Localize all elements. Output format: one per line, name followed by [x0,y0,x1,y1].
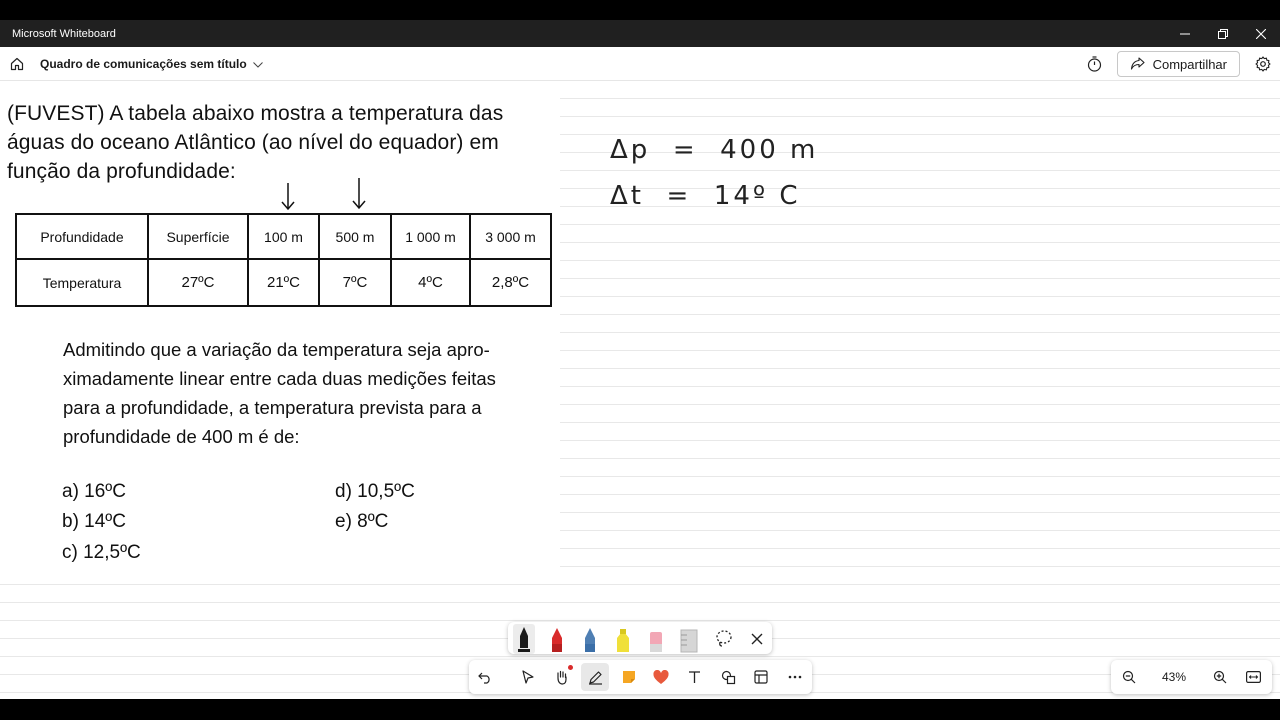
table-cell: Superfície [148,214,248,259]
shapes-icon [721,670,736,685]
window-titlebar [0,20,1280,47]
template-icon [754,670,768,684]
sticky-note-icon [621,669,637,685]
header-actions [1081,47,1280,81]
option-d: d) 10,5ºC [335,481,415,502]
app-title: Microsoft Whiteboard [12,27,116,40]
shapes-button[interactable] [714,663,742,691]
heart-icon [653,670,669,685]
gear-icon [1255,56,1271,72]
table-cell: Temperatura [16,259,148,306]
text-button[interactable] [680,663,708,691]
top-black-bar [0,0,1280,20]
restore-icon [1218,29,1228,39]
pasted-question-image[interactable] [0,91,560,580]
chevron-down-icon[interactable] [253,55,263,73]
black-pen-icon[interactable] [510,624,538,654]
home-button[interactable] [0,47,34,81]
table-cell: 27ºC [148,259,248,306]
question-title-line-3: função da profundidade: [7,160,236,183]
option-a: a) 16ºC [62,481,126,502]
question-body [63,335,553,451]
option-e: e) 8ºC [335,511,389,532]
question-title [7,99,559,186]
close-icon [1256,29,1266,39]
eraser-icon[interactable] [642,624,670,654]
table-row [16,214,551,259]
app-header [0,47,1280,81]
zoom-level[interactable]: 43% [1161,670,1187,684]
option-b: b) 14ºC [62,511,126,532]
restore-button[interactable] [1204,20,1242,47]
share-label: Compartilhar [1152,56,1227,72]
select-button[interactable] [514,663,542,691]
table-row [16,259,551,306]
zoom-in-icon [1213,670,1227,684]
zoom-controls [1111,660,1272,694]
settings-button[interactable] [1248,49,1278,79]
more-icon [788,675,802,679]
text-icon [688,670,701,684]
zoom-in-button[interactable] [1206,663,1234,691]
table-cell: 500 m [319,214,391,259]
table-cell: 7ºC [319,259,391,306]
question-body-line-2: ximadamente linear entre cada duas medições feitas [63,368,496,389]
timer-button[interactable] [1081,50,1109,78]
main-toolbar [469,660,812,694]
share-button[interactable] [1117,51,1240,77]
pen-tray [508,622,772,654]
board-title[interactable]: Quadro de comunicações sem título [40,56,247,71]
close-button[interactable] [1242,20,1280,47]
table-cell: 1 000 m [391,214,470,259]
reactions-button[interactable] [647,663,675,691]
table-cell: 2,8ºC [470,259,551,306]
bottom-black-bar [0,699,1280,720]
question-body-line-4: profundidade de 400 m é de: [63,426,300,447]
more-button[interactable] [781,663,809,691]
home-icon [10,57,24,71]
question-body-line-1: Admitindo que a variação da temperatura seja apro- [63,339,490,360]
minimize-icon [1180,29,1190,39]
handwritten-notes[interactable] [600,120,840,220]
hand-icon [555,670,569,685]
undo-button[interactable] [471,663,499,691]
table-cell: 100 m [248,214,319,259]
timer-icon [1087,56,1102,72]
depth-temperature-table [15,213,552,307]
zoom-out-icon [1122,670,1136,684]
red-pen-icon[interactable] [543,624,571,654]
table-cell: 4ºC [391,259,470,306]
templates-button[interactable] [747,663,775,691]
table-cell: 3 000 m [470,214,551,259]
pan-button[interactable] [548,663,576,691]
close-icon[interactable] [743,624,771,654]
ruler-icon[interactable] [675,624,703,654]
arrow-down-icon [352,178,366,210]
minimize-button[interactable] [1166,20,1204,47]
arrow-down-icon [281,183,295,211]
ink-button[interactable] [581,663,609,691]
notification-dot [568,665,573,670]
fit-screen-button[interactable] [1239,663,1267,691]
cursor-icon [522,670,534,684]
zoom-out-button[interactable] [1115,663,1143,691]
question-body-line-3: para a profundidade, a temperatura prevista para a [63,397,482,418]
handwritten-line-2: Δt = 14º C [610,181,801,211]
option-c: c) 12,5ºC [62,542,141,563]
fit-screen-icon [1246,671,1261,683]
pen-icon [588,670,603,685]
share-icon [1130,57,1145,71]
lasso-icon[interactable] [710,624,738,654]
question-title-line-1: (FUVEST) A tabela abaixo mostra a temperatura das [7,102,504,125]
table-cell: 21ºC [248,259,319,306]
table-cell: Profundidade [16,214,148,259]
note-button[interactable] [615,663,643,691]
question-title-line-2: águas do oceano Atlântico (ao nível do equador) em [7,131,499,154]
highlighter-icon[interactable] [609,624,637,654]
blue-pen-icon[interactable] [576,624,604,654]
handwritten-line-1: Δp = 400 m [610,135,819,165]
undo-icon [478,670,492,684]
